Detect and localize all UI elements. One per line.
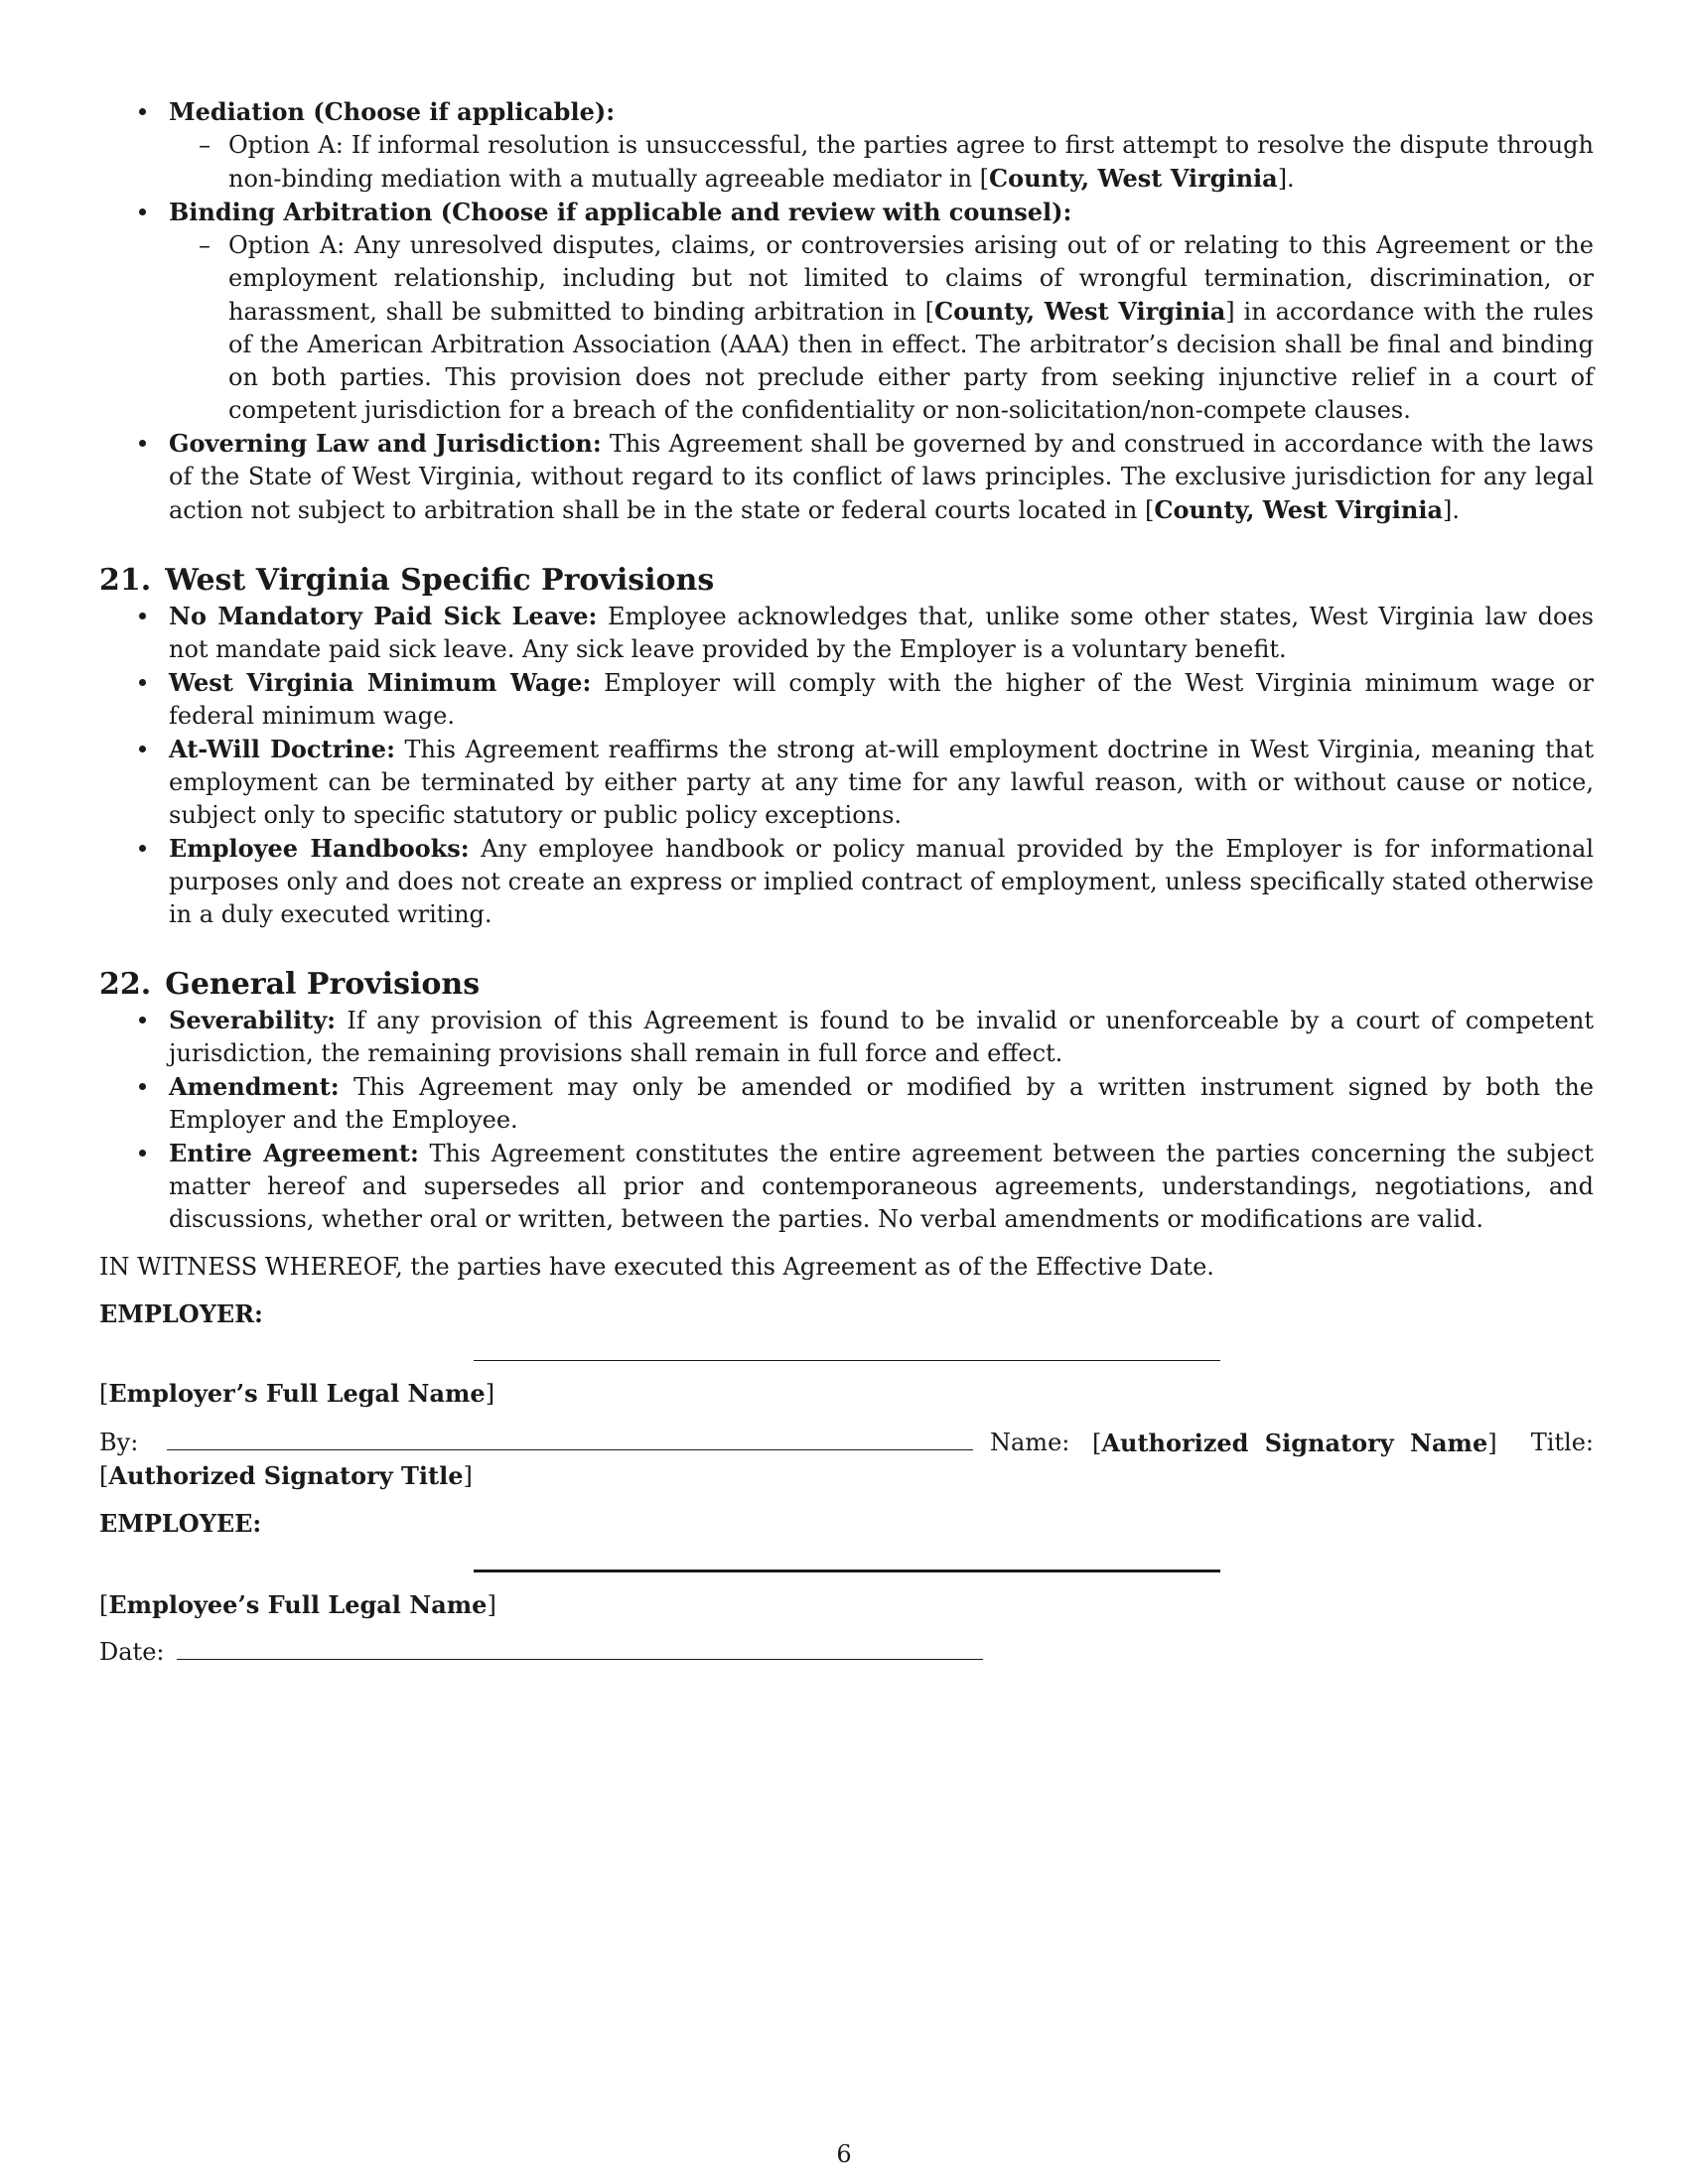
bullet-icon	[139, 613, 146, 619]
item-text: Any employee handbook or policy manual provided by the Employer is for informational purposes only and does not create an express or implied contract of employment, unless specifically stated otherwise in a duly executed writing.	[169, 835, 1594, 928]
employee-label: EMPLOYEE:	[99, 1509, 262, 1538]
employee-date-row	[99, 1636, 1594, 1669]
item-text: This Agreement reaffirms the strong at-will employment doctrine in West Virginia, meaning that employment can be terminated by either party at any time for any lawful reason, with or without cause or notice, subject only to specific statutory or public policy exceptions.	[169, 736, 1594, 829]
employer-legal-name-text: Employer’s Full Legal Name	[108, 1379, 486, 1408]
name-label: Name:	[990, 1429, 1070, 1456]
bracket: [	[99, 1380, 109, 1408]
item-text: This Agreement constitutes the entire agreement between the parties concerning the subject matter hereof and supersedes all prior and contemporaneous agreements, understandings, negotiations, and discussions, whether oral or written, between the parties. No verbal amendments or modifications are valid.	[169, 1140, 1594, 1233]
list-item	[99, 832, 1594, 931]
item-label: Amendment:	[169, 1072, 340, 1101]
authorized-signatory-title-text: Authorized Signatory Title	[108, 1461, 464, 1490]
employer-by-row	[99, 1427, 1594, 1459]
bullet-icon	[139, 440, 146, 447]
document-page	[99, 95, 1594, 1669]
mediation-option-suffix: ].	[1277, 165, 1295, 193]
list-item	[99, 196, 1594, 427]
bullet-icon	[139, 1083, 146, 1090]
section-21-list	[99, 600, 1594, 931]
bullet-icon	[139, 1017, 146, 1024]
section-title: West Virginia Specific Provisions	[165, 563, 715, 598]
section-title: General Provisions	[165, 967, 481, 1002]
governing-law-text: This Agreement shall be governed by and construed in accordance with the laws of the State of West Virginia, without regard to its conflict of laws principles. The exclusive jurisdiction for any legal action not subject to arbitration shall be in the state or federal courts located in [	[169, 430, 1594, 524]
section-22	[99, 966, 1594, 1236]
dash-icon: –	[199, 231, 211, 259]
section-22-list	[99, 1004, 1594, 1236]
section-21	[99, 562, 1594, 931]
bullet-icon	[139, 108, 146, 115]
list-item	[99, 1070, 1594, 1137]
binding-option-suffix: ] in accordance with the rules of the American Arbitration Association (AAA) then in effect. The arbitrator’s decision shall be final and binding on both parties. This provision does not preclude either party from seeking injunctive relief in a court of competent jurisdiction for a breach of the confidentiality or non-solicitation/non-compete clauses.	[228, 298, 1594, 424]
by-label: By:	[99, 1429, 139, 1456]
section-heading	[99, 562, 1594, 600]
employer-label: EMPLOYER:	[99, 1299, 263, 1328]
binding-arbitration-options	[169, 229, 1594, 427]
employee-legal-name-text: Employee’s Full Legal Name	[108, 1590, 488, 1619]
list-item	[99, 427, 1594, 527]
dash-icon: –	[199, 131, 211, 159]
governing-county: County, West Virginia	[1154, 495, 1443, 524]
binding-county: County, West Virginia	[934, 297, 1226, 326]
employee-legal-name: [Employee’s Full Legal Name]	[99, 1590, 496, 1619]
bullet-icon	[139, 845, 146, 852]
authorized-signatory-name-text: Authorized Signatory Name	[1101, 1429, 1488, 1457]
governing-law-title: Governing Law and Jurisdiction:	[169, 429, 602, 458]
mediation-option-text: Option A: If informal resolution is unsuccessful, the parties agree to first attempt to resolve the dispute through non-binding mediation with a mutually agreeable mediator in [	[228, 131, 1594, 193]
item-text: Employer will comply with the higher of the West Virginia minimum wage or federal minimum wage.	[169, 669, 1594, 730]
employer-legal-name	[99, 1377, 1594, 1411]
item-text: If any provision of this Agreement is found to be invalid or unenforceable by a court of competent jurisdiction, the remaining provisions shall remain in full force and effect.	[169, 1007, 1594, 1067]
list-item	[99, 733, 1594, 832]
witness-statement: IN WITNESS WHEREOF, the parties have executed this Agreement as of the Effective Date.	[99, 1253, 1214, 1281]
date-label: Date:	[99, 1638, 165, 1666]
date-line[interactable]	[177, 1659, 983, 1660]
item-label: At-Will Doctrine:	[169, 735, 395, 763]
employee-signature-line[interactable]	[474, 1570, 1220, 1572]
list-item	[99, 95, 1594, 196]
list-item	[99, 1137, 1594, 1236]
list-item	[99, 666, 1594, 733]
page-number: 6	[836, 2140, 852, 2168]
item-text: Employee acknowledges that, unlike some other states, West Virginia law does not mandate paid sick leave. Any sick leave provided by the Employer is a voluntary benefit.	[169, 603, 1595, 663]
employer-signature-line[interactable]	[474, 1360, 1220, 1361]
mediation-options	[169, 129, 1594, 196]
bullet-icon	[139, 746, 146, 752]
item-label: Severability:	[169, 1006, 337, 1034]
list-item	[99, 600, 1594, 666]
bullet-icon	[139, 679, 146, 686]
section-number: 22.	[99, 967, 152, 1002]
binding-option-text: Option A: Any unresolved disputes, claims, or controversies arising out of or relating to this Agreement or the employment relationship, including but not limited to claims of wrongful termination, discrimination, or harassment, shall be submitted to binding arbitration in [	[228, 231, 1594, 326]
bullet-icon	[139, 208, 146, 215]
item-text: This Agreement may only be amended or modified by a written instrument signed by both the Employer and the Employee.	[169, 1073, 1594, 1134]
dispute-resolution-list	[99, 95, 1594, 527]
list-item	[169, 229, 1594, 427]
title-label: Title:	[1530, 1429, 1594, 1456]
bullet-icon	[139, 1150, 146, 1157]
item-label: West Virginia Minimum Wage:	[169, 668, 592, 697]
section-number: 21.	[99, 563, 152, 598]
item-label: Entire Agreement:	[169, 1139, 419, 1167]
list-item	[169, 129, 1594, 196]
item-label: No Mandatory Paid Sick Leave:	[169, 602, 598, 630]
governing-law-suffix: ].	[1443, 496, 1460, 524]
authorized-signatory-title: [Authorized Signatory Title]	[99, 1461, 473, 1490]
by-signature-line[interactable]	[167, 1449, 973, 1450]
binding-arbitration-title: Binding Arbitration (Choose if applicable and review with counsel):	[169, 198, 1072, 226]
mediation-county: County, West Virginia	[989, 164, 1278, 193]
bracket: ]	[485, 1380, 495, 1408]
section-heading	[99, 966, 1594, 1004]
list-item	[99, 1004, 1594, 1070]
authorized-signatory-name: [Authorized Signatory Name]	[1092, 1429, 1497, 1457]
mediation-title: Mediation (Choose if applicable):	[169, 97, 616, 126]
item-label: Employee Handbooks:	[169, 834, 470, 863]
